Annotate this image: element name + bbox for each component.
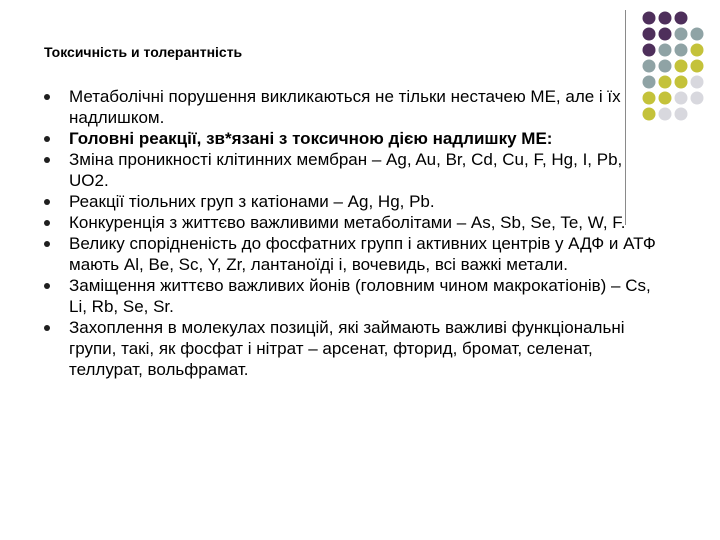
decor-dot [643, 44, 656, 57]
decor-dot [675, 44, 688, 57]
bullet-icon [44, 283, 50, 289]
bullet-list [44, 86, 664, 380]
decor-dot [691, 28, 704, 41]
bullet-icon [44, 220, 50, 226]
list-item [44, 233, 664, 275]
list-item [44, 317, 664, 380]
list-item [44, 275, 664, 317]
decor-dot [643, 28, 656, 41]
decor-dot [675, 92, 688, 105]
decor-dot [659, 60, 672, 73]
bullet-icon [44, 325, 50, 331]
bullet-icon [44, 157, 50, 163]
slide-title: Токсичність и толерантність [44, 44, 243, 60]
decor-dot [675, 76, 688, 89]
decor-dot [659, 44, 672, 57]
decor-dot [675, 60, 688, 73]
bullet-text: Заміщення життєво важливих йонів (головним чином макрокатіонів) – Cs, Li, Rb, Se, Sr. [69, 276, 651, 316]
list-item [44, 128, 664, 149]
bullet-text: Конкуренція з життєво важливими метаболітами – As, Sb, Se, Te, W, F. [69, 213, 626, 232]
decor-dot [675, 28, 688, 41]
bullet-icon [44, 94, 50, 100]
decor-dot [691, 92, 704, 105]
decor-dot [691, 76, 704, 89]
list-item [44, 191, 664, 212]
decor-dot [659, 28, 672, 41]
bullet-text: Головні реакції, зв*язані з токсичною дією надлишку МЕ: [69, 129, 553, 148]
bullet-icon [44, 136, 50, 142]
decor-dot [691, 44, 704, 57]
bullet-icon [44, 241, 50, 247]
bullet-text: Захоплення в молекулах позицій, які займають важливі функціональні групи, такі, як фосфат і нітрат – арсенат, фторид, бромат, селенат, теллурат, вольфрамат. [69, 318, 625, 379]
decor-dot [675, 12, 688, 25]
decor-dot [659, 12, 672, 25]
bullet-text: Велику спорідненість до фосфатних групп і активних центрів у АДФ и АТФ мають Al, Be, Sc, Y, Zr, лантаноїді і, вочевидь, всі важкі метали. [69, 234, 656, 274]
list-item [44, 212, 664, 233]
decor-dot [643, 12, 656, 25]
decor-dot [675, 108, 688, 121]
list-item [44, 149, 664, 191]
bullet-text: Реакції тіольних груп з катіонами – Ag, Hg, Pb. [69, 192, 435, 211]
decor-dot [691, 60, 704, 73]
bullet-text: Зміна проникності клітинних мембран – Ag, Au, Br, Cd, Cu, F, Hg, I, Pb, UO2. [69, 150, 623, 190]
decor-dot [643, 60, 656, 73]
list-item [44, 86, 664, 128]
bullet-icon [44, 199, 50, 205]
bullet-text: Метаболічні порушення викликаються не тільки нестачею МЕ, але і їх надлишком. [69, 87, 621, 127]
